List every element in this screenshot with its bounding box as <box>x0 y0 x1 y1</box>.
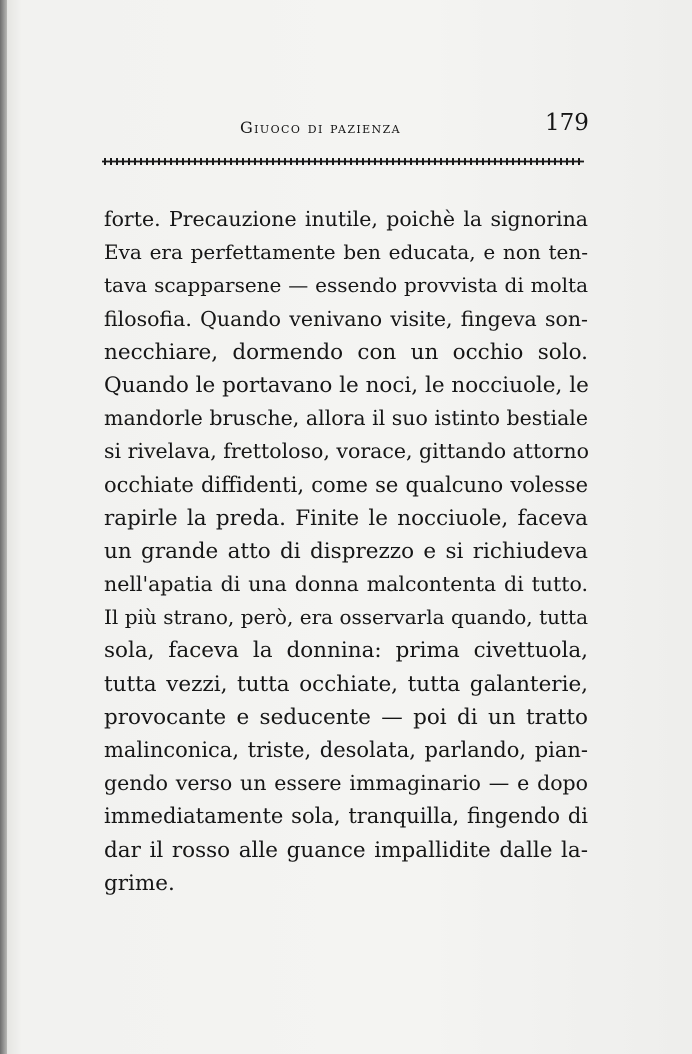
text-line: nell'apatia di una donna malcontenta di tutto. <box>104 572 588 597</box>
body-text <box>104 203 588 900</box>
text-line: si rivelava, frettoloso, vorace, gittando attorno <box>104 439 589 464</box>
page-edge-shadow <box>0 0 7 1054</box>
text-line: filosofia. Quando venivano visite, fingeva son- <box>104 306 588 331</box>
text-line: Eva era perfettamente ben educata, e non ten- <box>104 240 588 265</box>
text-line: sola, faceva la donnina: prima civettuola, <box>104 638 588 664</box>
header-ornament-rule <box>102 157 584 166</box>
text-line: rapirle la preda. Finite le nocciuole, faceva <box>104 505 588 531</box>
text-line: forte. Precauzione inutile, poichè la signorina <box>104 207 588 231</box>
text-line: Quando le portavano le noci, le nocciuole, le <box>104 372 589 398</box>
page-number: 179 <box>545 110 589 136</box>
text-line: un grande atto di disprezzo e si richiudeva <box>104 538 588 564</box>
running-header-title: Giuoco di pazienza <box>240 118 401 137</box>
text-line: malinconica, triste, desolata, parlando, pian- <box>104 738 588 762</box>
text-line: gendo verso un essere immaginario — e dopo <box>104 771 588 796</box>
text-line: dar il rosso alle guance impallidite dalle la- <box>104 837 588 863</box>
text-line: tutta vezzi, tutta occhiate, tutta galanterie, <box>104 671 588 697</box>
text-line: immediatamente sola, tranquilla, fingendo di <box>104 804 588 829</box>
text-line: tava scapparsene — essendo provvista di molta <box>104 273 588 298</box>
text-line: grime. <box>104 870 175 896</box>
text-line: occhiate diffidenti, come se qualcuno volesse <box>104 472 588 497</box>
text-line: Il più strano, però, era osservarla quando, tutta <box>104 605 588 630</box>
text-line: provocante e seducente — poi di un tratto <box>104 704 588 730</box>
text-line: mandorle brusche, allora il suo istinto bestiale <box>104 406 588 431</box>
text-line: necchiare, dormendo con un occhio solo. <box>104 339 588 365</box>
